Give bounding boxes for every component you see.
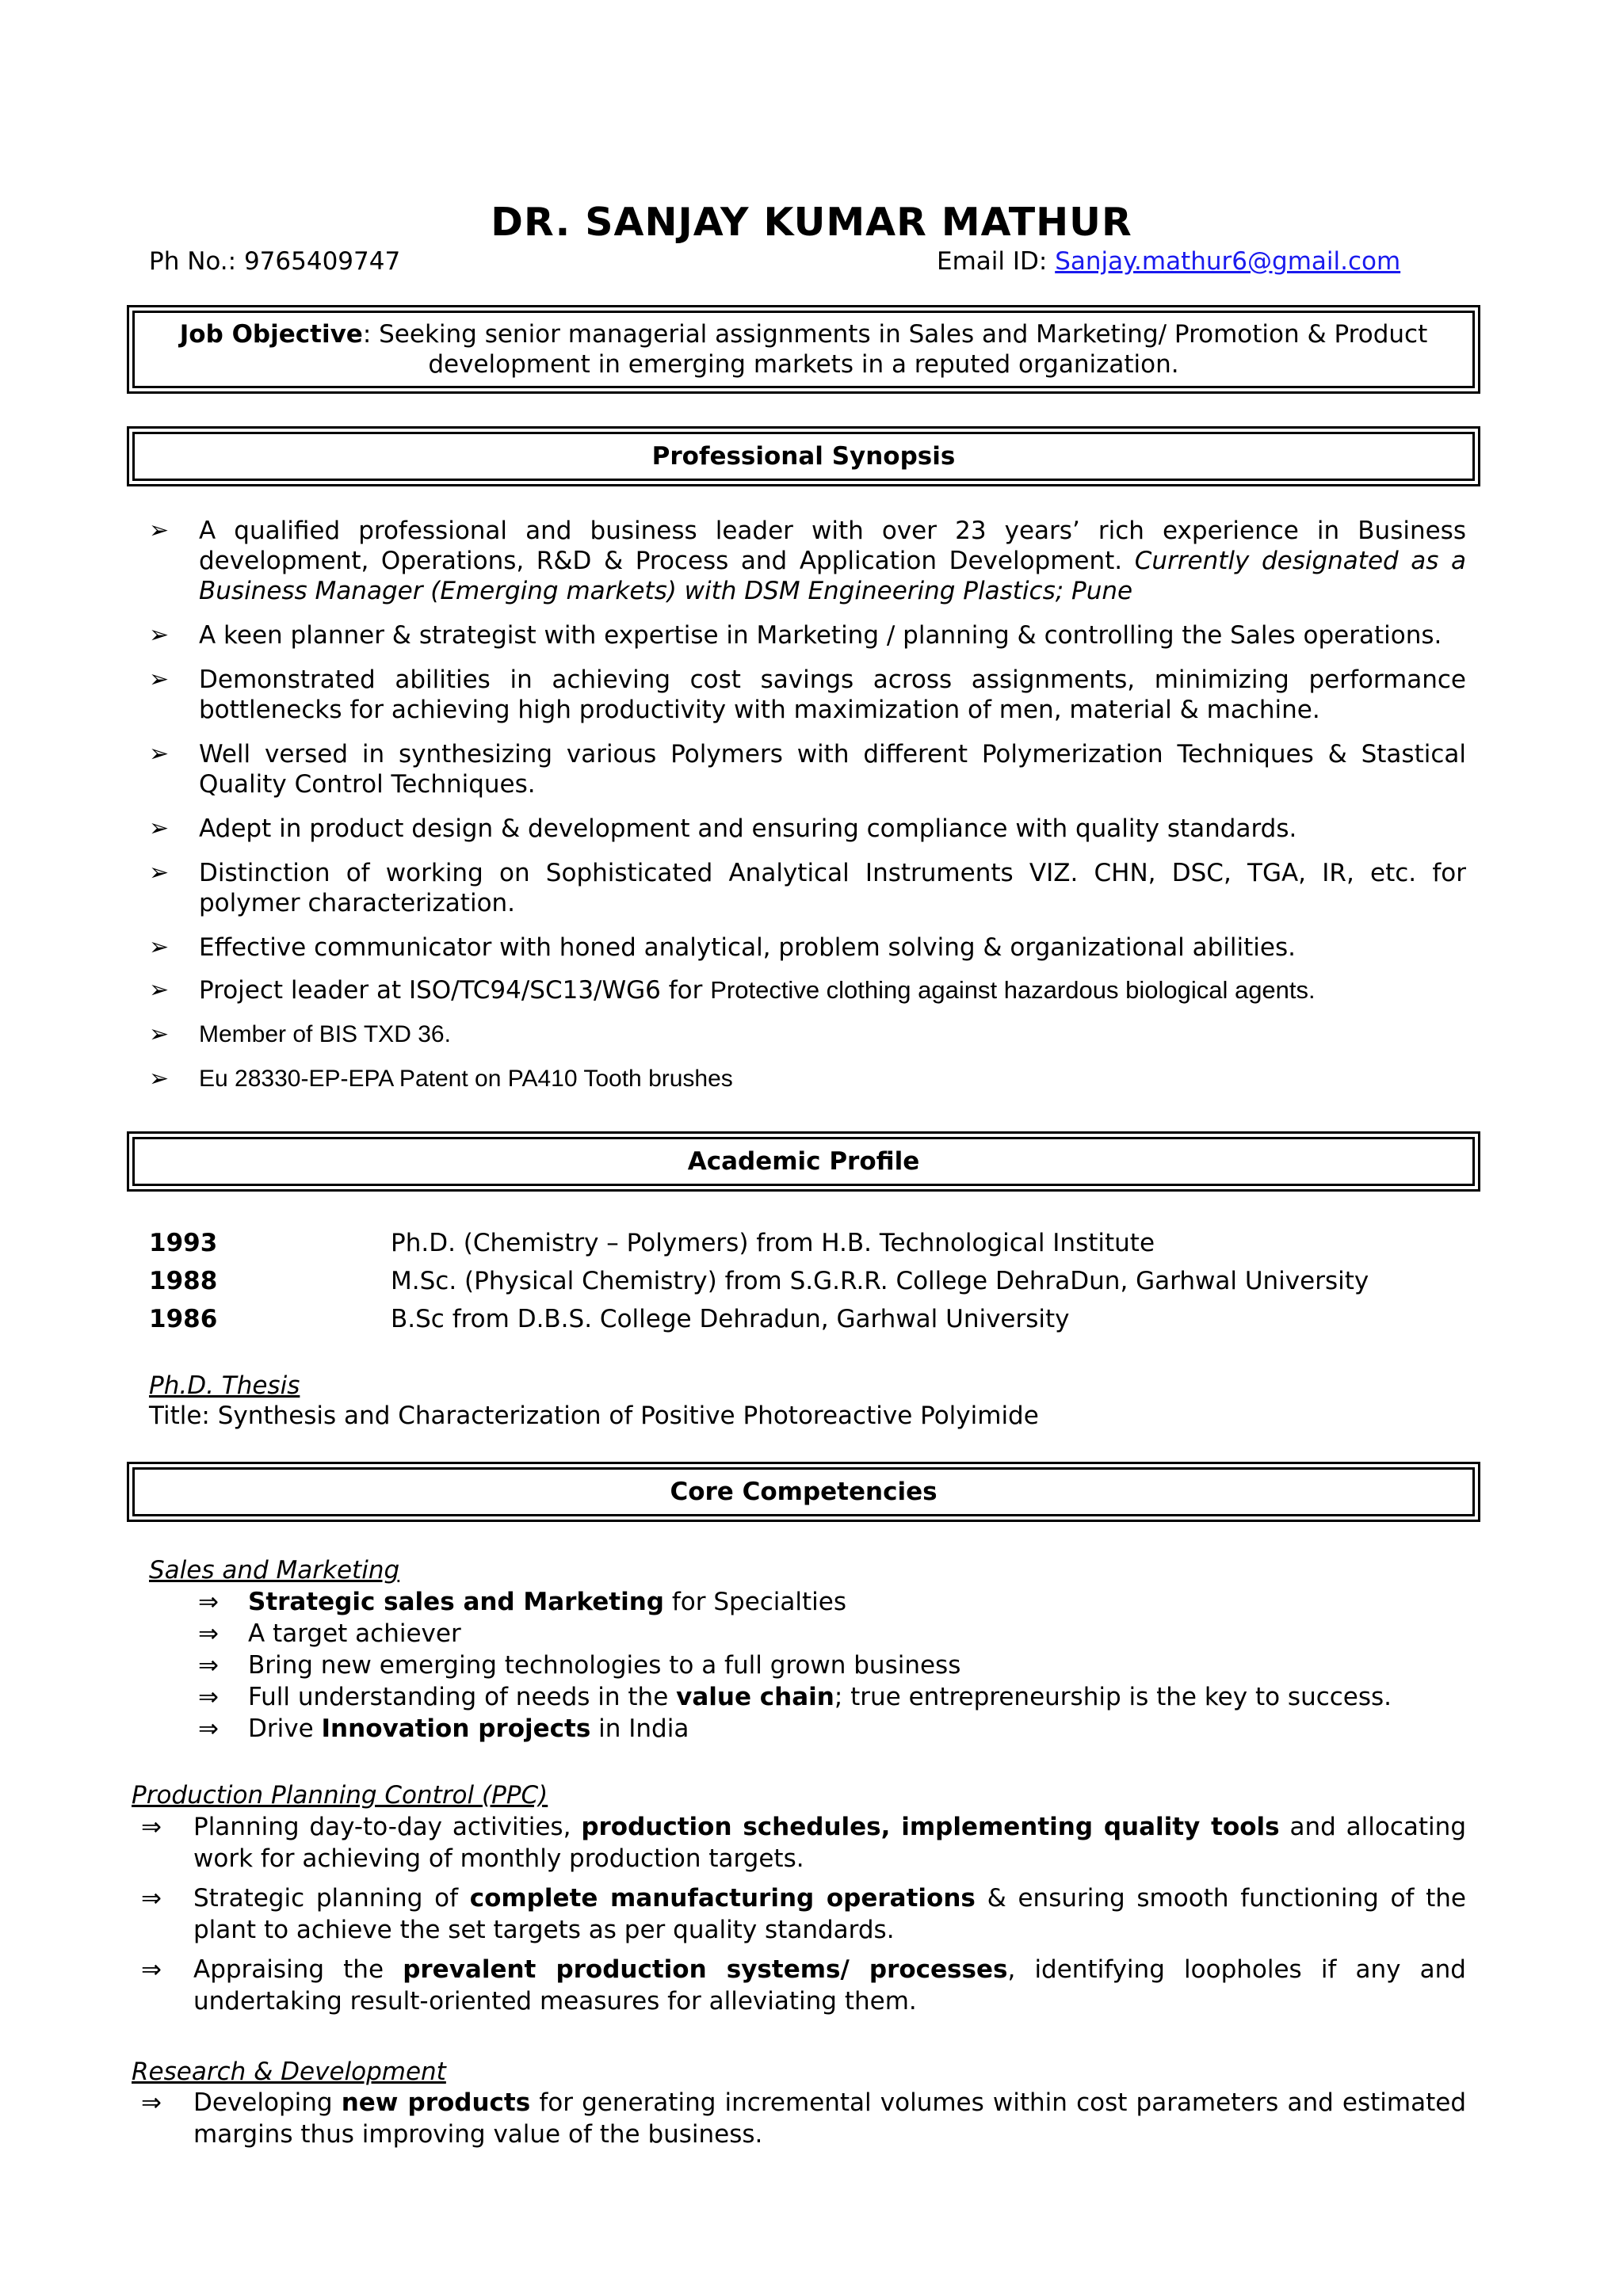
email-label: Email ID: (937, 247, 1056, 276)
subheading-ppc: Production Planning Control (PPC) (132, 1781, 548, 1810)
list-item: ⇒ Drive Innovation projects in India (198, 1714, 689, 1743)
phd-thesis (149, 1371, 1039, 1431)
rnd-list (141, 2087, 1466, 2158)
list-item: ➢ Eu 28330-EP-EPA Patent on PA410 Tooth brushes (149, 1064, 1466, 1094)
list-item: ➢ Well versed in synthesizing various Polymers with different Polymerization Techniques & Stastical Quality Control Techniques. (149, 740, 1466, 799)
list-item: ➢ Member of BIS TXD 36. (149, 1020, 1466, 1050)
double-arrow-icon: ⇒ (141, 2088, 162, 2117)
ppc-list (141, 1811, 1466, 2025)
job-objective-text: : Seeking senior managerial assignments in Sales and Marketing/ Promotion & Product development in emerging markets in a reputed organization. (362, 320, 1428, 379)
bullet-arrow-icon: ➢ (149, 976, 170, 1004)
thesis-heading: Ph.D. Thesis (149, 1371, 300, 1400)
list-item: ➢ A qualified professional and business leader with over 23 years’ rich experience in Business development, Operations, R&D & Process and Application Development. Currently designated as a Business Manager (Emerging markets) with DSM Engineering Plastics; Pune (149, 517, 1467, 605)
sales-list (198, 1586, 1466, 1745)
job-objective-label: Job Objective (179, 320, 363, 349)
academic-degree: B.Sc from D.B.S. College Dehradun, Garhwal University (391, 1305, 1070, 1333)
list-item: ➢ Effective communicator with honed analytical, problem solving & organizational abilities. (149, 933, 1296, 962)
academic-year: 1988 (149, 1267, 218, 1295)
academic-degree: Ph.D. (Chemistry – Polymers) from H.B. Technological Institute (391, 1229, 1155, 1257)
double-arrow-icon: ⇒ (198, 1651, 219, 1680)
list-item: ⇒ Full understanding of needs in the value chain; true entrepreneurship is the key to success. (198, 1683, 1392, 1711)
email-link[interactable]: Sanjay.mathur6@gmail.com (1055, 247, 1401, 276)
job-objective (132, 311, 1475, 388)
bullet-arrow-icon: ➢ (149, 666, 170, 693)
bullet-arrow-icon: ➢ (149, 859, 170, 887)
synopsis-list (149, 516, 1466, 1108)
job-objective-box (127, 305, 1480, 394)
bullet-arrow-icon: ➢ (149, 1021, 170, 1047)
double-arrow-icon: ⇒ (141, 1813, 162, 1841)
bullet-arrow-icon: ➢ (149, 933, 170, 961)
phone-number: Ph No.: 9765409747 (149, 247, 401, 276)
bullet-arrow-icon: ➢ (149, 1066, 170, 1092)
double-arrow-icon: ⇒ (198, 1683, 219, 1711)
list-item: ➢ Demonstrated abilities in achieving cost savings across assignments, minimizing performance bottlenecks for achieving high productivity with maximization of men, material & machine. (149, 666, 1466, 724)
list-item: ⇒ Bring new emerging technologies to a full grown business (198, 1651, 961, 1680)
section-header-academic (127, 1131, 1480, 1192)
thesis-title: Title: Synthesis and Characterization of Positive Photoreactive Polyimide (149, 1402, 1039, 1430)
academic-degree: M.Sc. (Physical Chemistry) from S.G.R.R. College DehraDun, Garhwal University (391, 1267, 1369, 1295)
list-item: ⇒ Strategic sales and Marketing for Specialties (198, 1588, 847, 1616)
section-title: Professional Synopsis (132, 432, 1475, 481)
section-header-competencies (127, 1462, 1480, 1522)
list-item: ⇒ A target achiever (198, 1619, 461, 1648)
candidate-name: DR. SANJAY KUMAR MATHUR (491, 200, 1132, 245)
academic-year: 1986 (149, 1305, 218, 1333)
double-arrow-icon: ⇒ (198, 1619, 219, 1648)
table-row (149, 1224, 1496, 1262)
list-item: ⇒ Developing new products for generating incremental volumes within cost parameters and estimated margins thus improving value of the business. (141, 2088, 1467, 2149)
section-title: Core Competencies (132, 1467, 1475, 1516)
double-arrow-icon: ⇒ (198, 1588, 219, 1616)
academic-year: 1993 (149, 1229, 218, 1257)
table-row (149, 1300, 1496, 1338)
bullet-arrow-icon: ➢ (149, 517, 170, 544)
double-arrow-icon: ⇒ (198, 1714, 219, 1743)
table-row (149, 1262, 1496, 1300)
contact-line (149, 246, 1417, 277)
list-item: ➢ Distinction of working on Sophisticated Analytical Instruments VIZ. CHN, DSC, TGA, IR, etc. for polymer characterization. (149, 859, 1466, 917)
list-item: ➢ Adept in product design & development and ensuring compliance with quality standards. (149, 814, 1297, 843)
list-item: ⇒ Strategic planning of complete manufacturing operations & ensuring smooth functioning of the plant to achieve the set targets as per quality standards. (141, 1884, 1466, 1944)
bullet-arrow-icon: ➢ (149, 621, 170, 649)
double-arrow-icon: ⇒ (141, 1955, 162, 1984)
list-item: ⇒ Appraising the prevalent production systems/ processes, identifying loopholes if any and undertaking result-oriented measures for alleviating them. (141, 1955, 1466, 2016)
bullet-arrow-icon: ➢ (149, 814, 170, 842)
list-item: ➢ Project leader at ISO/TC94/SC13/WG6 for Protective clothing against hazardous biological agents. (149, 976, 1316, 1005)
list-item: ⇒ Planning day-to-day activities, production schedules, implementing quality tools and allocating work for achieving of monthly production targets. (141, 1813, 1466, 1873)
subheading-sales: Sales and Marketing (149, 1556, 400, 1585)
double-arrow-icon: ⇒ (141, 1884, 162, 1913)
section-title: Academic Profile (132, 1137, 1475, 1186)
bullet-arrow-icon: ➢ (149, 740, 170, 768)
email-line (937, 246, 1400, 277)
list-item: ➢ A keen planner & strategist with expertise in Marketing / planning & controlling the Sales operations. (149, 621, 1442, 650)
academic-table (149, 1224, 1496, 1338)
subheading-rnd: Research & Development (132, 2058, 446, 2086)
section-header-synopsis (127, 426, 1480, 486)
